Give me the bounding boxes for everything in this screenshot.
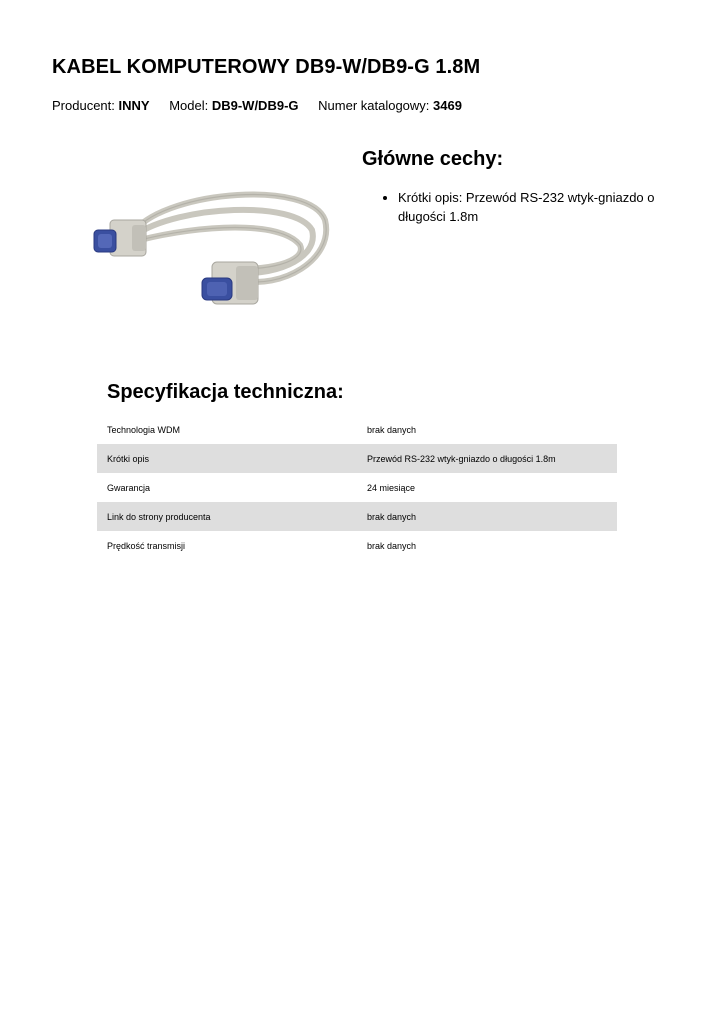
table-row (97, 444, 617, 473)
catalog-info (318, 98, 462, 113)
specs-title: Specyfikacja techniczna: (107, 381, 344, 403)
spec-label: Prędkość transmisji (107, 540, 186, 551)
producer-info (52, 98, 150, 113)
spec-value: brak danych (367, 540, 417, 551)
female-connector (202, 262, 258, 304)
male-connector (94, 220, 146, 256)
product-meta (52, 98, 478, 113)
spec-label: Link do strony producenta (97, 502, 357, 531)
features-title: Główne cechy: (362, 148, 504, 170)
spec-label: Gwarancja (107, 482, 151, 493)
producer-label: Producent: (52, 98, 115, 113)
feature-item: • Krótki opis: Przewód RS-232 wtyk-gniazdo o długości 1.8m (398, 188, 698, 226)
spec-value: Przewód RS-232 wtyk-gniazdo o długości 1.8m (357, 444, 617, 473)
spec-label: Technologia WDM (107, 424, 181, 435)
page-title: KABEL KOMPUTEROWY DB9-W/DB9-G 1.8M (52, 56, 481, 78)
table-row (97, 502, 617, 531)
catalog-label: Numer katalogowy: (318, 98, 430, 113)
table-row (97, 531, 617, 560)
model-value: DB9-W/DB9-G (211, 98, 299, 113)
spec-label: Krótki opis (97, 444, 357, 473)
product-image (80, 150, 342, 330)
specs-table (97, 415, 617, 560)
model-info (169, 98, 298, 113)
table-row (97, 415, 617, 444)
spec-value: brak danych (367, 424, 417, 435)
catalog-value: 3469 (433, 98, 462, 113)
table-row (97, 473, 617, 502)
spec-value: brak danych (357, 502, 617, 531)
producer-value: INNY (118, 98, 150, 113)
features-list (380, 188, 698, 226)
spec-value: 24 miesiące (367, 482, 416, 493)
model-label: Model: (169, 98, 209, 113)
